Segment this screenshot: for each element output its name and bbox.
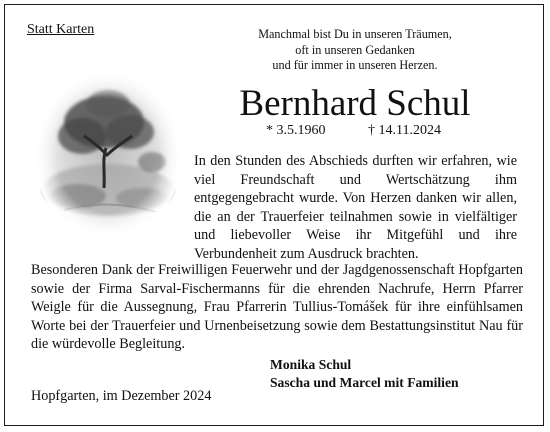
poem-line: und für immer in unseren Herzen.	[272, 58, 438, 72]
header-label: Statt Karten	[27, 22, 95, 37]
deceased-name: Bernhard Schul	[239, 83, 471, 124]
special-thanks-paragraph: Besonderen Dank der Freiwilligen Feuerwehr und der Jagdgenossenschaft Hopfgarten sowie der Firma Sarval-Fischermanns für die ehrenden Nachrufe, Herrn Pfarrer Weigle für die Aussegnung, Frau Pfarrerin Tullius-Tomášek für ihre einfühlsamen Worte bei der Trauerfeier und Urnenbeisetzung sowie dem Bestattungsinstitut Nau für die würdevolle Begleitung.	[31, 262, 523, 353]
death-date: † 14.11.2024	[368, 123, 441, 138]
poem	[220, 27, 490, 74]
signatures	[270, 356, 459, 392]
signature-line: Sascha und Marcel mit Familien	[270, 375, 459, 390]
tree-landscape-icon	[34, 70, 182, 238]
thanks-paragraph: In den Stunden des Abschieds durften wir erfahren, wie viel Freundschaft und Wertschätzung ihm entgegengebracht wurde. Von Herzen danken wir allen, die an der Trauerfeier teilnahmen sowie in vielfältiger und liebevoller Weise ihr Mitgefühl und ihre Verbundenheit zum Ausdruck brachten.	[194, 153, 517, 262]
poem-line: Manchmal bist Du in unseren Träumen,	[258, 27, 452, 41]
signature-line: Monika Schul	[270, 357, 352, 372]
poem-line: oft in unseren Gedanken	[295, 42, 415, 57]
place-date: Hopfgarten, im Dezember 2024	[31, 388, 212, 404]
birth-date: * 3.5.1960	[266, 123, 326, 138]
